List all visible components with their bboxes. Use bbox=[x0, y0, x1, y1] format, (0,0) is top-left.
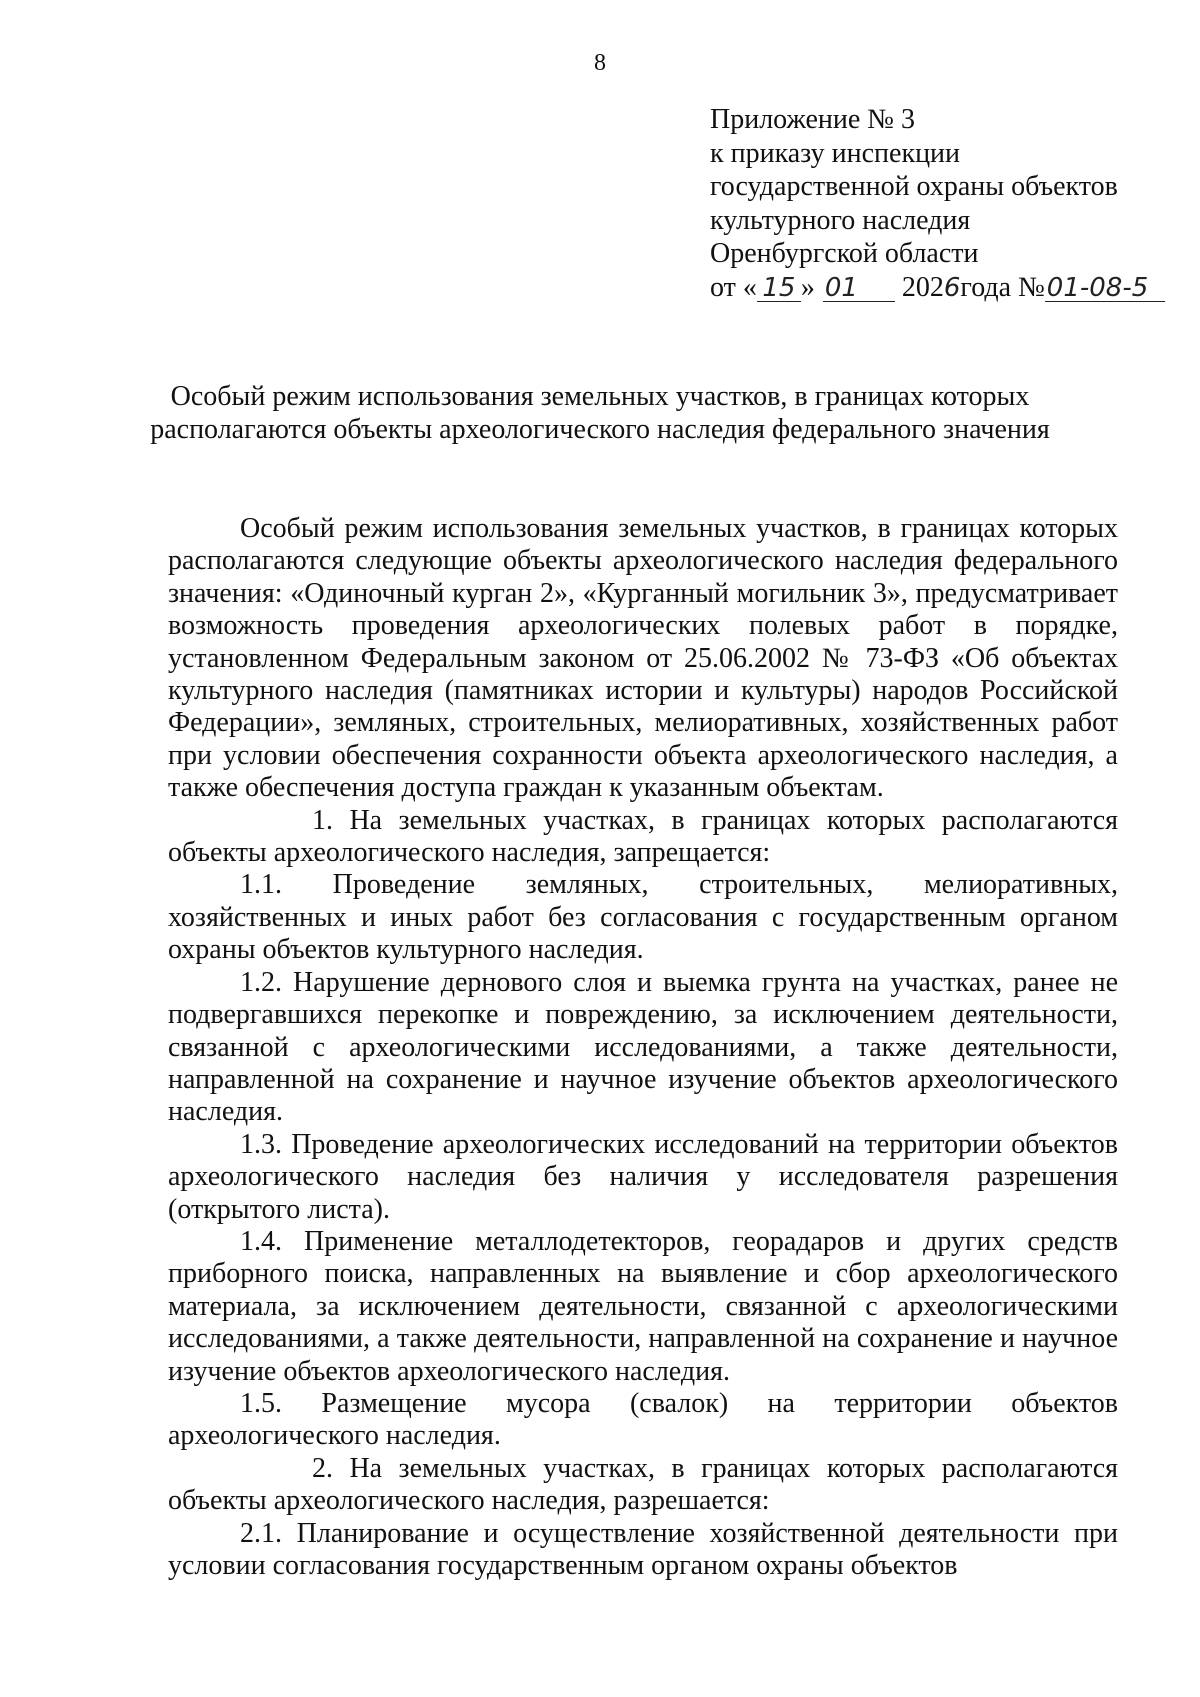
appendix-header bbox=[710, 103, 1180, 304]
date-prefix: от « bbox=[710, 271, 757, 303]
appendix-line: культурного наследия bbox=[710, 204, 971, 236]
clause-text: Проведение земляных, строительных, мелиоративных, хозяйственных и иных работ без согласования с государственным органом охраны объектов культурного наследия. bbox=[168, 869, 1118, 966]
document-title bbox=[150, 380, 1050, 446]
title-line: Особый режим использования земельных участков, в границах которых bbox=[170, 381, 1030, 412]
clause-1-5 bbox=[168, 1388, 1118, 1453]
clause-number: 1.2. bbox=[240, 966, 282, 998]
clause-number: 1.3. bbox=[240, 1128, 282, 1160]
date-year-print: 202 bbox=[901, 271, 944, 303]
document-body bbox=[168, 513, 1118, 1582]
appendix-line: государственной охраны объектов bbox=[710, 171, 1118, 202]
clause-number: 2. bbox=[312, 1452, 333, 1484]
clause-2 bbox=[168, 1453, 1118, 1518]
clause-number: 2.1. bbox=[240, 1517, 282, 1549]
handwritten-day: 15 bbox=[757, 275, 801, 302]
handwritten-year-digit: 6 bbox=[943, 272, 961, 303]
appendix-line: Приложение № 3 bbox=[710, 104, 915, 135]
appendix-line: к приказу инспекции bbox=[710, 137, 961, 169]
clause-number: 1.5. bbox=[240, 1387, 282, 1419]
date-close-quote: » bbox=[800, 271, 815, 303]
clause-1-4 bbox=[168, 1226, 1118, 1388]
intro-paragraph: Особый режим использования земельных участков, в границах которых располагаются следующие объекты археологического наследия федерального значения: «Одиночный курган 2», «Курганный могильник 3», предусматривает возможность проведения археологических полевых работ в порядке, установленном Федеральным законом от 25.06.2002 № 73-ФЗ «Об объектах культурного наследия (памятниках истории и культуры) народов Российской Федерации», земляных, строительных, мелиоративных, хозяйственных работ при условии обеспечения сохранности объекта археологического наследия, а также обеспечения доступа граждан к указанным объектам. bbox=[168, 513, 1118, 804]
page-number: 8 bbox=[594, 50, 606, 76]
clause-text: Нарушение дернового слоя и выемка грунта на участках, ранее не подвергавшихся перекопке и повреждению, за исключением деятельности, связанной с археологическими исследованиями, а также деятельности, направленной на сохранение и научное изучение объектов археологического наследия. bbox=[168, 966, 1119, 1128]
appendix-line: Оренбургской области bbox=[710, 238, 979, 269]
clause-text: Размещение мусора (свалок) на территории объектов археологического наследия. bbox=[168, 1387, 1119, 1452]
clause-text: На земельных участках, в границах которых располагаются объекты археологического наследия, разрешается: bbox=[168, 1452, 1118, 1517]
handwritten-doc-number: 01-08-5 bbox=[1045, 275, 1165, 302]
title-line: располагаются объекты археологического наследия федерального значения bbox=[150, 414, 1050, 445]
clause-1-1 bbox=[168, 869, 1118, 966]
clause-1-2 bbox=[168, 967, 1118, 1129]
clause-number: 1.4. bbox=[240, 1225, 282, 1257]
date-year-suffix: года № bbox=[960, 271, 1045, 303]
appendix-date-line bbox=[710, 271, 1180, 305]
clause-text: Применение металлодетекторов, георадаров и других средств приборного поиска, направленных на выявление и сбор археологического материала, за исключением деятельности, связанной с археологическими исследованиями, а также деятельности, направленной на сохранение и научное изучение объектов археологического наследия. bbox=[168, 1225, 1119, 1387]
clause-number: 1.1. bbox=[240, 869, 282, 901]
clause-text: Планирование и осуществление хозяйственной деятельности при условии согласования государственным органом охраны объектов bbox=[168, 1517, 1118, 1581]
clause-1 bbox=[168, 805, 1118, 870]
clause-text: Проведение археологических исследований на территории объектов археологического наследия без наличия у исследователя разрешения (открытого листа). bbox=[168, 1128, 1118, 1225]
clause-text: На земельных участках, в границах которых располагаются объекты археологического наследия, запрещается: bbox=[168, 804, 1118, 869]
clause-1-3 bbox=[168, 1129, 1118, 1226]
clause-2-1 bbox=[168, 1518, 1118, 1583]
handwritten-month: 01 bbox=[823, 275, 895, 302]
clause-number: 1. bbox=[312, 804, 333, 836]
